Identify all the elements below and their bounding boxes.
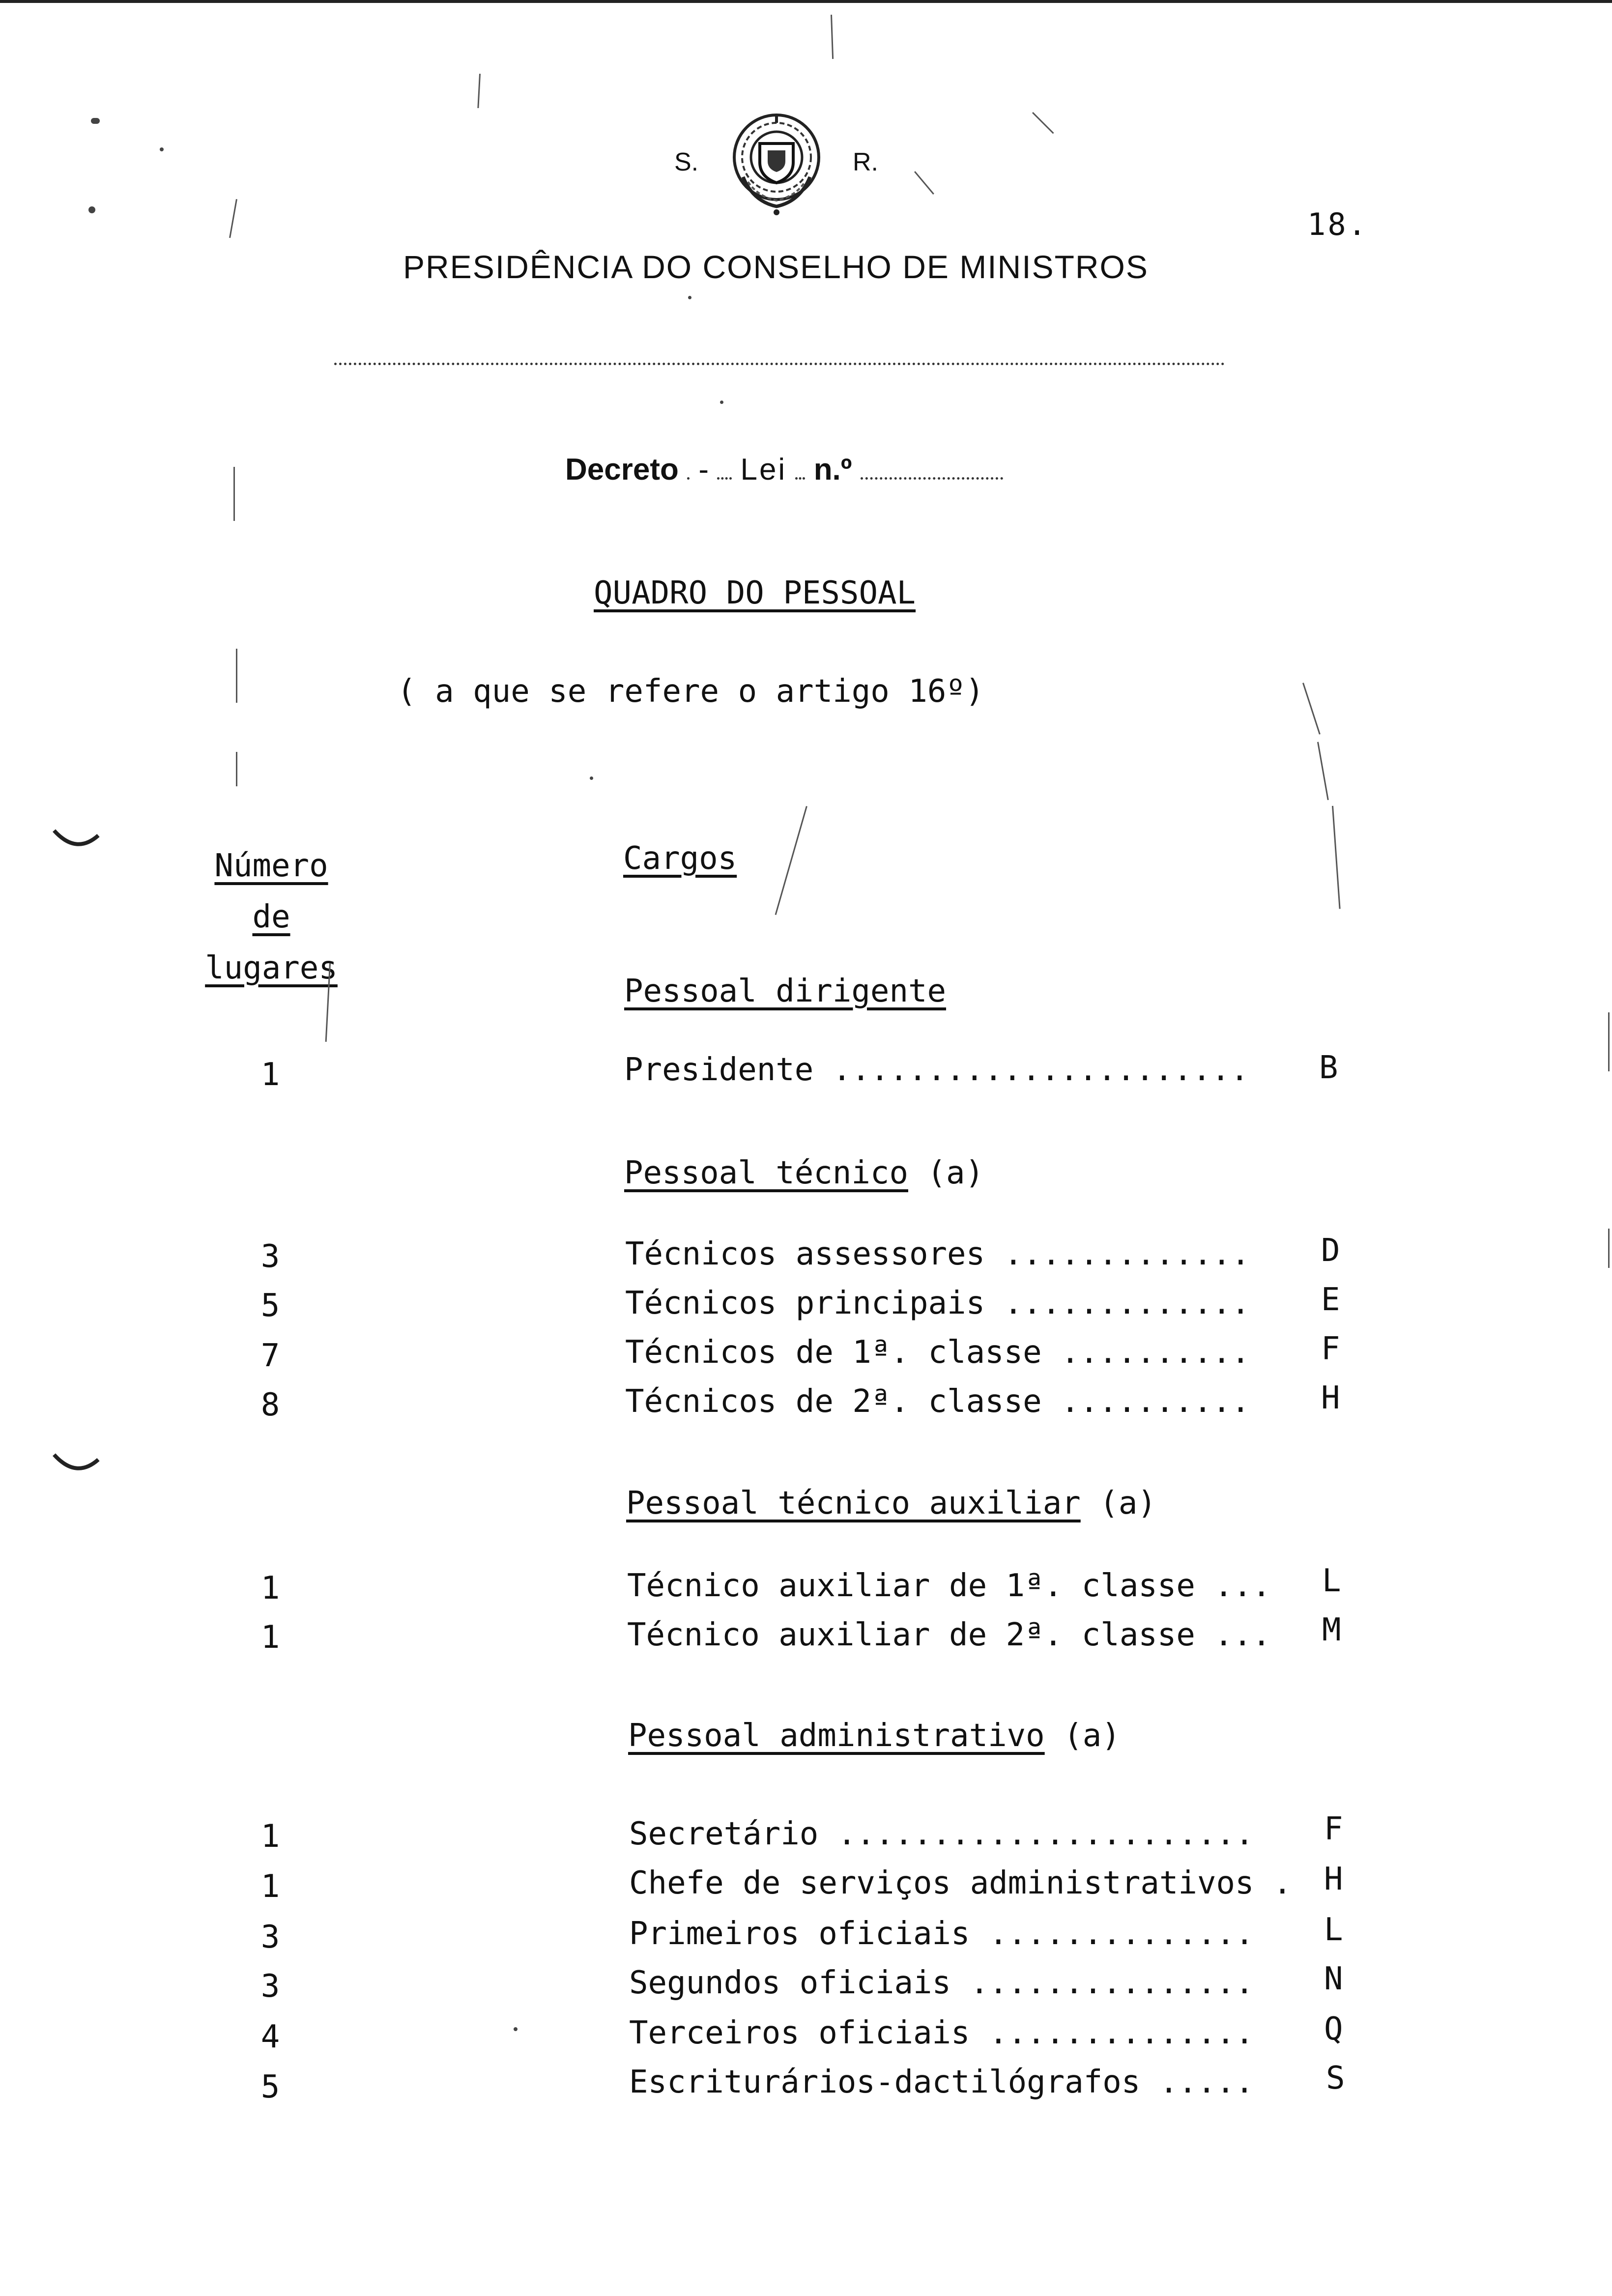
row-count: 1 — [260, 1057, 280, 1093]
scan-dot — [720, 401, 723, 404]
scan-mark — [831, 15, 834, 59]
row-post: Técnico auxiliar de 1ª. classe ... — [627, 1568, 1271, 1604]
row-post: Presidente ...................... — [624, 1052, 1249, 1088]
decree-dash: - — [698, 453, 709, 487]
row-grade: H — [1321, 1380, 1340, 1416]
decree-typed-text: Lei — [740, 453, 787, 487]
row-post: Segundos oficiais ............... — [629, 1965, 1254, 2001]
scan-mark — [233, 467, 235, 521]
row-count: 3 — [260, 1919, 280, 1955]
coat-of-arms-seal-icon — [728, 103, 825, 216]
row-post: Técnicos de 2ª. classe .......... — [625, 1383, 1250, 1420]
row-grade: E — [1321, 1282, 1340, 1318]
scan-mark — [229, 199, 237, 238]
scan-mark — [1608, 1012, 1610, 1071]
row-count: 5 — [260, 2069, 280, 2105]
row-grade: B — [1319, 1050, 1338, 1086]
row-grade: N — [1324, 1961, 1343, 1997]
scan-mark — [236, 649, 237, 703]
scan-mark — [477, 74, 481, 108]
row-grade: Q — [1324, 2011, 1343, 2047]
section-heading-administrativo — [628, 1718, 1121, 1754]
row-grade: S — [1326, 2060, 1345, 2096]
section-suffix: (a) — [1099, 1485, 1156, 1521]
scan-mark — [775, 806, 807, 915]
row-count: 1 — [260, 1619, 280, 1656]
row-count: 3 — [260, 1968, 280, 2005]
column-header-posts: Cargos — [623, 840, 737, 877]
decree-number-label: n.º — [813, 453, 852, 487]
letterhead-letter-right: R. — [853, 148, 878, 176]
scan-dot — [88, 206, 95, 213]
scan-mark — [1302, 683, 1321, 735]
section-suffix: (a) — [1064, 1718, 1121, 1754]
row-post: Técnico auxiliar de 2ª. classe ... — [627, 1617, 1271, 1653]
row-grade: H — [1324, 1861, 1343, 1897]
section-title: Pessoal administrativo — [628, 1718, 1045, 1754]
row-count: 7 — [260, 1338, 280, 1374]
section-heading-tecnico-auxiliar — [626, 1485, 1156, 1521]
row-post: Chefe de serviços administrativos . — [629, 1865, 1292, 1901]
row-post: Primeiros oficiais .............. — [629, 1916, 1254, 1952]
row-post: Técnicos assessores ............. — [625, 1236, 1250, 1272]
row-count: 8 — [260, 1387, 280, 1423]
row-count: 4 — [260, 2019, 280, 2055]
row-grade: L — [1324, 1912, 1343, 1948]
section-suffix: (a) — [927, 1155, 984, 1191]
row-post: Escriturários-dactilógrafos ..... — [629, 2064, 1254, 2100]
page-number: 18. — [1307, 206, 1368, 242]
section-title: Pessoal técnico auxiliar — [626, 1485, 1081, 1521]
row-post: Técnicos principais ............. — [625, 1285, 1250, 1321]
scan-mark — [236, 752, 237, 786]
top-border-line — [0, 0, 1612, 3]
row-count: 3 — [260, 1238, 280, 1275]
row-count: 1 — [260, 1570, 280, 1607]
dotted-separator — [334, 363, 1225, 365]
section-title: Pessoal técnico — [624, 1155, 908, 1191]
row-grade: M — [1322, 1612, 1341, 1648]
row-count: 1 — [260, 1818, 280, 1855]
row-grade: L — [1322, 1563, 1341, 1599]
punch-hole-mark-icon — [49, 826, 103, 855]
letterhead-letter-left: S. — [674, 148, 699, 176]
row-grade: F — [1321, 1331, 1340, 1367]
document-title: QUADRO DO PESSOAL — [594, 575, 916, 611]
row-post: Secretário ...................... — [629, 1816, 1254, 1852]
scan-mark — [1317, 742, 1329, 800]
row-count: 1 — [260, 1868, 280, 1905]
row-post: Técnicos de 1ª. classe .......... — [625, 1334, 1250, 1371]
punch-hole-mark-icon — [49, 1450, 103, 1479]
section-heading-tecnico — [624, 1155, 984, 1191]
row-grade: F — [1324, 1811, 1343, 1847]
row-grade: D — [1321, 1233, 1340, 1269]
scan-dot — [590, 776, 593, 780]
column-header-count: Número de lugares — [205, 848, 338, 986]
decree-line — [565, 452, 1003, 487]
scan-mark — [1032, 112, 1054, 134]
document-subtitle: ( a que se refere o artigo 16º) — [397, 673, 984, 710]
scan-dot — [688, 296, 691, 299]
section-heading-dirigente — [624, 973, 946, 1009]
scan-mark — [1332, 806, 1341, 909]
decree-label: Decreto — [565, 453, 679, 487]
decree-number-blank — [861, 458, 1003, 480]
section-title: Pessoal dirigente — [624, 973, 947, 1009]
institution-heading: PRESIDÊNCIA DO CONSELHO DE MINISTROS — [403, 249, 1149, 285]
row-post: Terceiros oficiais .............. — [629, 2015, 1254, 2051]
scan-mark — [1608, 1229, 1610, 1268]
scan-dot — [91, 118, 100, 124]
scan-dot — [160, 147, 164, 151]
row-count: 5 — [260, 1288, 280, 1324]
scan-dot — [514, 2027, 518, 2031]
scan-mark — [914, 171, 934, 195]
